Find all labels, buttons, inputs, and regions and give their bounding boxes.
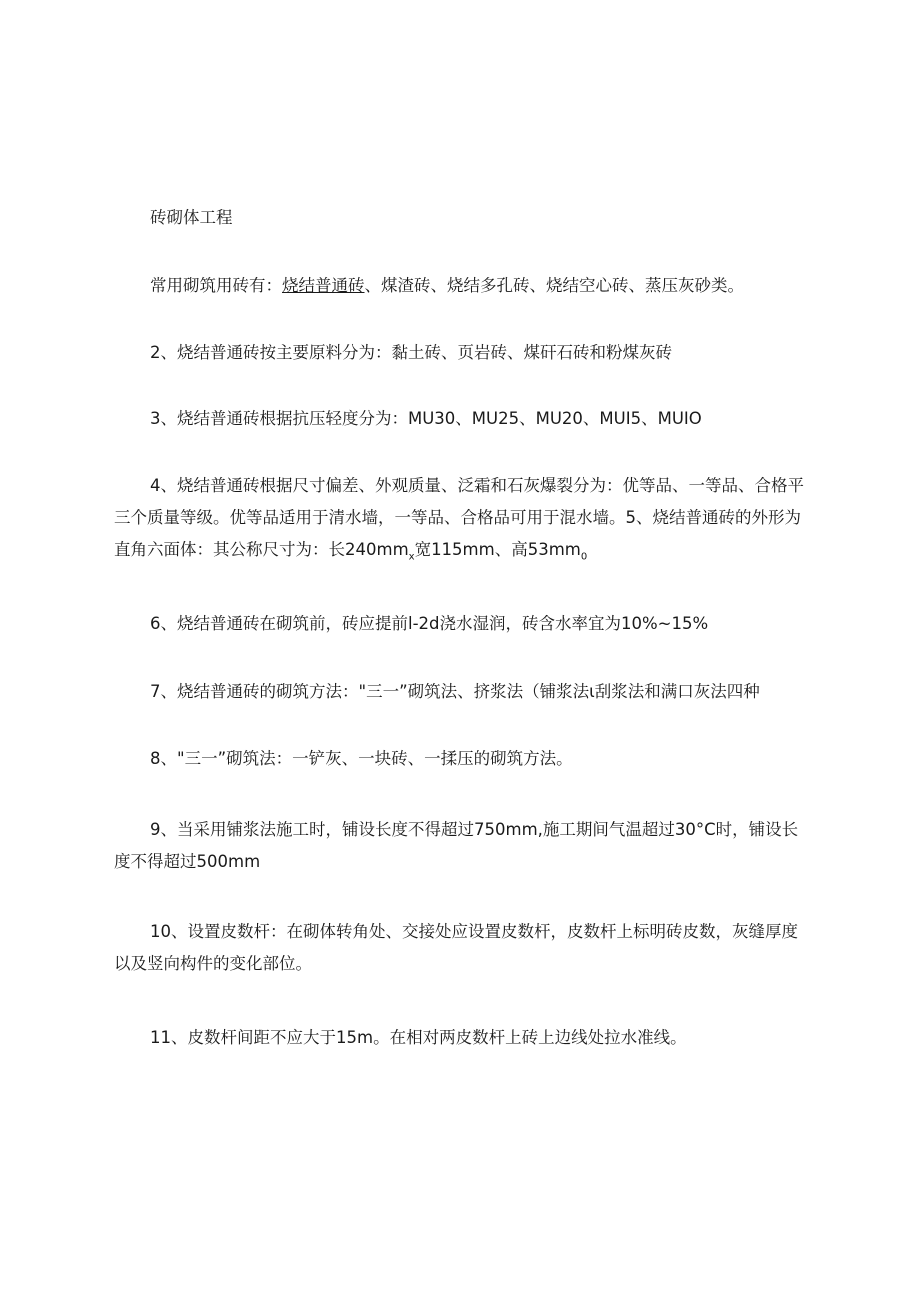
item-6: 6、烧结普通砖在砌筑前，砖应提前l-2d浇水湿润，砖含水率宜为10%~15% [150, 614, 709, 633]
intro-paragraph [114, 270, 814, 302]
item-11: 11、皮数杆间距不应大于15m。在相对两皮数杆上砖上边线处拉水准线。 [150, 1028, 687, 1047]
document-title: 砖砌体工程 [150, 208, 233, 227]
item-3: 3、烧结普通砖根据抗压轻度分为：MU30、MU25、MU20、MUI5、MUIO [150, 409, 702, 428]
item-7: 7、烧结普通砖的砌筑方法："三一”砌筑法、挤浆法（铺浆法ι刮浆法和满口灰法四种 [150, 682, 760, 701]
item-10: 10、设置皮数杆：在砌体转角处、交接处应设置皮数杆，皮数杆上标明砖皮数，灰缝厚度以及竖向构件的变化部位。 [114, 922, 798, 973]
intro-prefix: 常用砌筑用砖有： [150, 276, 282, 295]
intro-underlined-term: 烧结普通砖 [282, 276, 365, 295]
item-8: 8、"三一”砌筑法：一铲灰、一块砖、一揉压的砌筑方法。 [150, 749, 573, 768]
item-4-mid: 宽115mm、高53mm [414, 540, 581, 559]
item-4-subscript-x: x [408, 551, 415, 563]
intro-rest: 、煤渣砖、烧结多孔砖、烧结空心砖、蒸压灰砂类。 [364, 276, 744, 295]
item-4-5 [114, 470, 814, 573]
item-4-text: 4、烧结普通砖根据尺寸偏差、外观质量、泛霜和石灰爆裂分为：优等品、一等品、合格平三个质量等级。优等品适用于清水墙，一等品、合格品可用于混水墙。5、烧结普通砖的外形为直角六面体：其公称尺寸为：长240mm [114, 476, 804, 559]
item-9: 9、当采用铺浆法施工时，铺设长度不得超过750mm,施工期间气温超过30°C时，铺设长度不得超过500mm [114, 820, 799, 871]
item-2: 2、烧结普通砖按主要原料分为：黏土砖、页岩砖、煤矸石砖和粉煤灰砖 [150, 343, 672, 362]
item-4-subscript-0: 0 [580, 551, 588, 563]
